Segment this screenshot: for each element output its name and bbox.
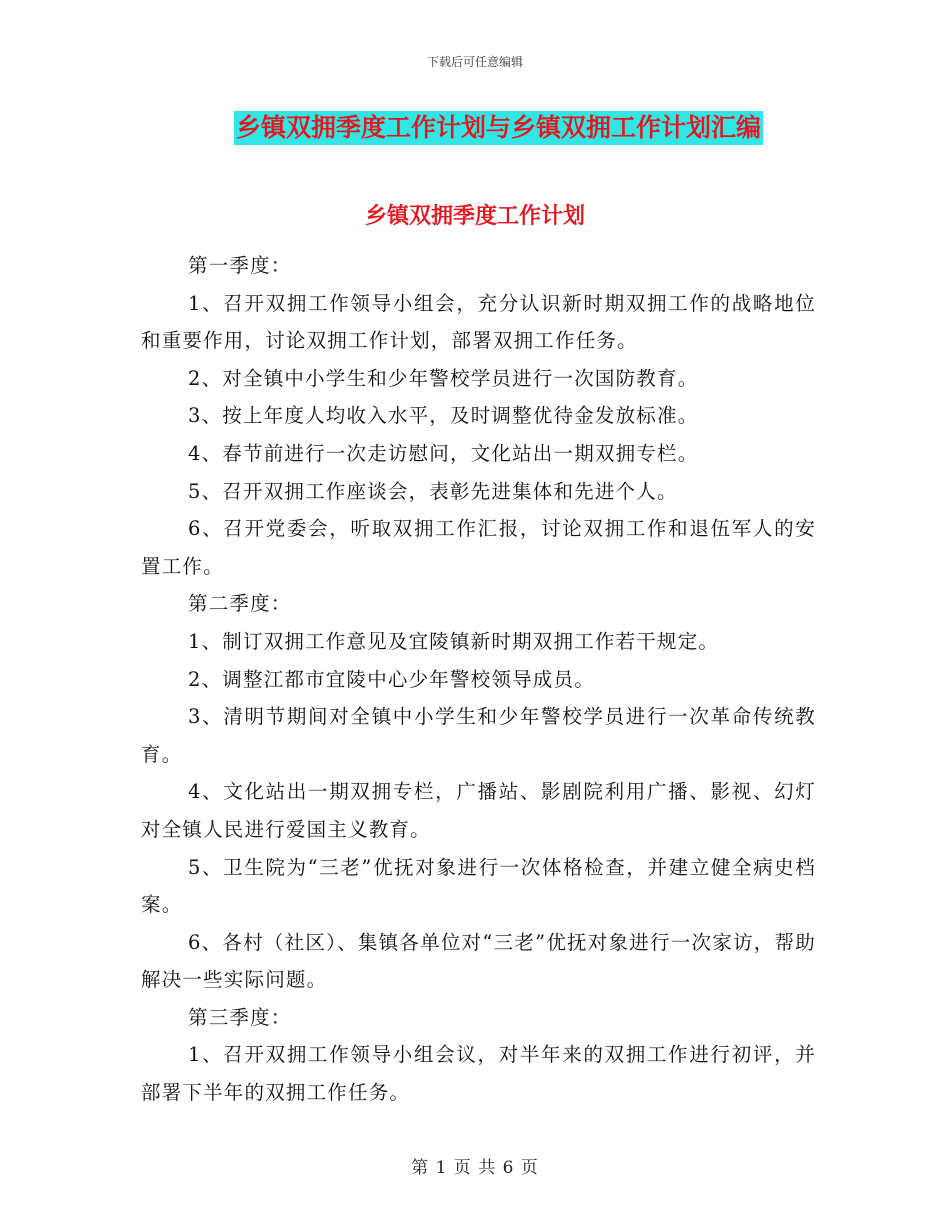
document-title-container bbox=[0, 111, 950, 145]
paragraph: 6、召开党委会，听取双拥工作汇报，讨论双拥工作和退伍军人的安置工作。 bbox=[141, 517, 816, 578]
paragraph: 第二季度： bbox=[188, 592, 292, 616]
paragraph: 第一季度： bbox=[188, 254, 292, 277]
paragraph: 5、卫生院为“三老”优抚对象进行一次体格检查，并建立健全病史档案。 bbox=[141, 855, 816, 917]
paragraph: 3、清明节期间对全镇中小学生和少年警校学员进行一次革命传统教育。 bbox=[141, 705, 816, 766]
document-body bbox=[141, 247, 816, 1112]
paragraph: 4、文化站出一期双拥专栏，广播站、影剧院利用广播、影视、幻灯对全镇人民进行爱国主义教育。 bbox=[141, 780, 816, 841]
paragraph: 2、对全镇中小学生和少年警校学员进行一次国防教育。 bbox=[188, 366, 699, 390]
paragraph: 第三季度： bbox=[188, 1005, 292, 1029]
paragraph: 1、召开双拥工作领导小组会，充分认识新时期双拥工作的战略地位和重要作用，讨论双拥工作计划，部署双拥工作任务。 bbox=[141, 291, 816, 353]
header-note: 下载后可任意编辑 bbox=[426, 55, 523, 69]
paragraph: 5、召开双拥工作座谈会，表彰先进集体和先进个人。 bbox=[188, 479, 678, 503]
section-title: 乡镇双拥季度工作计划 bbox=[364, 204, 585, 229]
paragraph: 3、按上年度人均收入水平，及时调整优待金发放标准。 bbox=[188, 404, 699, 428]
paragraph: 1、召开双拥工作领导小组会议，对半年来的双拥工作进行初评，并部署下半年的双拥工作任务。 bbox=[141, 1043, 816, 1105]
paragraph: 2、调整江都市宜陵中心少年警校领导成员。 bbox=[188, 667, 595, 691]
paragraph: 6、各村（社区）、集镇各单位对“三老”优抚对象进行一次家访，帮助解决一些实际问题。 bbox=[141, 930, 816, 992]
page-footer: 第 1 页 共 6 页 bbox=[411, 1158, 539, 1178]
paragraph: 1、制订双拥工作意见及宜陵镇新时期双拥工作若干规定。 bbox=[188, 629, 720, 653]
paragraph: 4、春节前进行一次走访慰问，文化站出一期双拥专栏。 bbox=[188, 441, 699, 465]
document-title: 乡镇双拥季度工作计划与乡镇双拥工作计划汇编 bbox=[234, 111, 763, 145]
